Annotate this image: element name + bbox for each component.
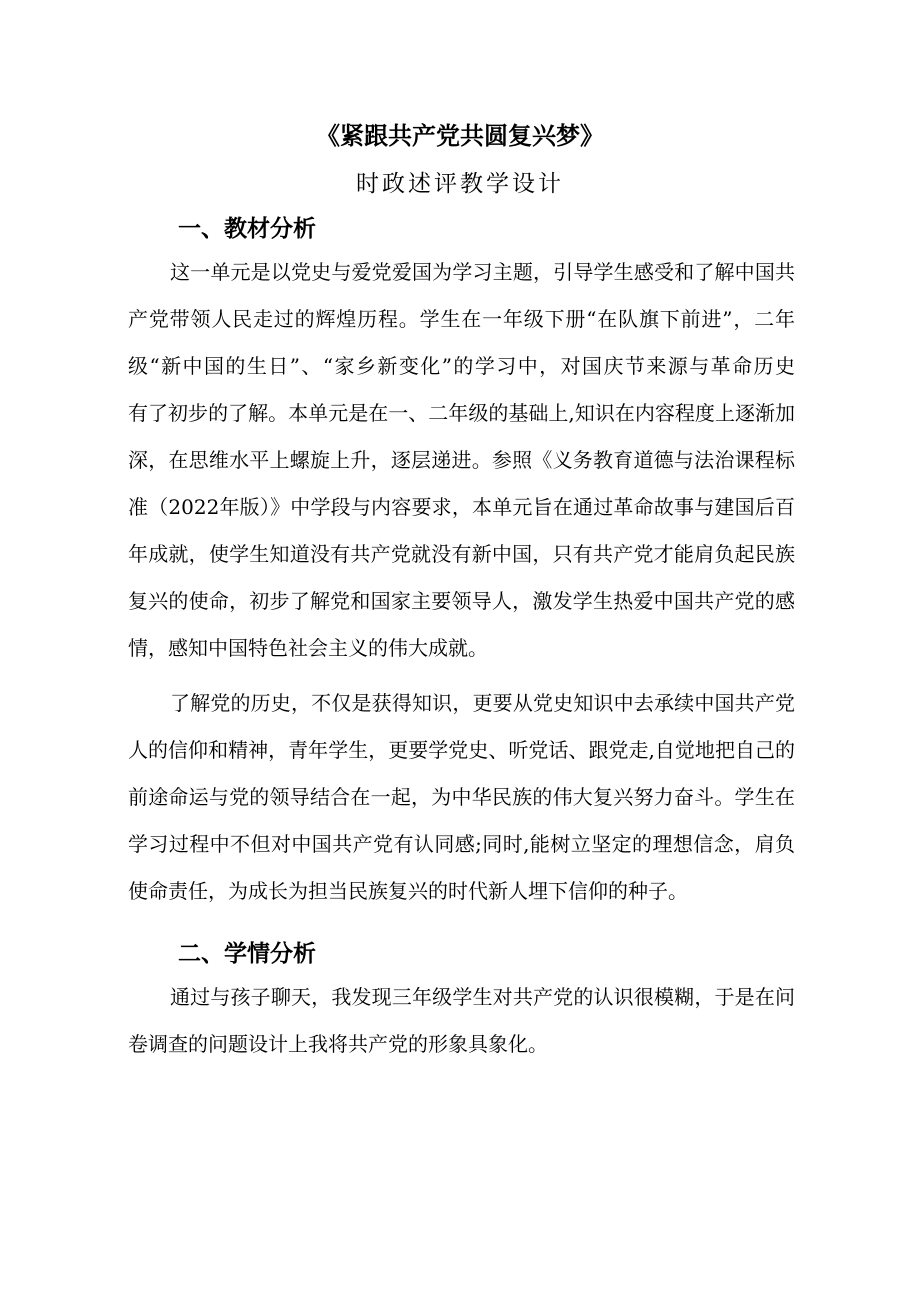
document-title: 《紧跟共产党共圆复兴梦》 bbox=[316, 122, 604, 150]
text-line: 前途命运与党的领导结合在一起，为中华民族的伟大复兴努力奋斗。学生在 bbox=[128, 785, 795, 809]
paragraph bbox=[128, 974, 795, 1068]
text-line: 人的信仰和精神，青年学生，更要学党史、听党话、跟党走,自觉地把自己的 bbox=[128, 738, 795, 762]
text-line: 深，在思维水平上螺旋上升，逐层递进。参照《义务教育道德与法治课程标 bbox=[128, 448, 795, 472]
text-line: 有了初步的了解。本单元是在一、二年级的基础上,知识在内容程度上逐渐加 bbox=[128, 401, 795, 425]
text-line: 了解党的历史，不仅是获得知识，更要从党史知识中去承续中国共产党 bbox=[170, 691, 795, 715]
section-heading-2: 二、学情分析 bbox=[178, 941, 316, 967]
text-line: 通过与孩子聊天，我发现三年级学生对共产党的认识很模糊，于是在问 bbox=[170, 985, 795, 1009]
text-line: 复兴的使命，初步了解党和国家主要领导人，激发学生热爱中国共产党的感 bbox=[128, 589, 795, 613]
section-heading-1: 一、教材分析 bbox=[178, 216, 316, 242]
text-line: 产党带领人民走过的辉煌历程。学生在一年级下册“在队旗下前进”，二年 bbox=[128, 307, 795, 331]
text-line: 准（2022年版）》中学段与内容要求，本单元旨在通过革命故事与建国后百 bbox=[128, 495, 795, 519]
text-line: 级“新中国的生日”、“家乡新变化”的学习中，对国庆节来源与革命历史 bbox=[128, 354, 795, 378]
text-line: 使命责任，为成长为担当民族复兴的时代新人埋下信仰的种子。 bbox=[128, 879, 688, 903]
text-line: 年成就，使学生知道没有共产党就没有新中国，只有共产党才能肩负起民族 bbox=[128, 542, 795, 566]
document-subtitle: 时政述评教学设计 bbox=[356, 171, 564, 197]
paragraph bbox=[128, 680, 795, 915]
text-line: 情，感知中国特色社会主义的伟大成就。 bbox=[128, 636, 488, 660]
text-line: 学习过程中不但对中国共产党有认同感;同时,能树立坚定的理想信念，肩负 bbox=[128, 832, 795, 856]
text-line: 这一单元是以党史与爱党爱国为学习主题，引导学生感受和了解中国共 bbox=[170, 260, 795, 284]
paragraph bbox=[128, 249, 795, 672]
text-line: 卷调查的问题设计上我将共产党的形象具象化。 bbox=[128, 1032, 548, 1056]
